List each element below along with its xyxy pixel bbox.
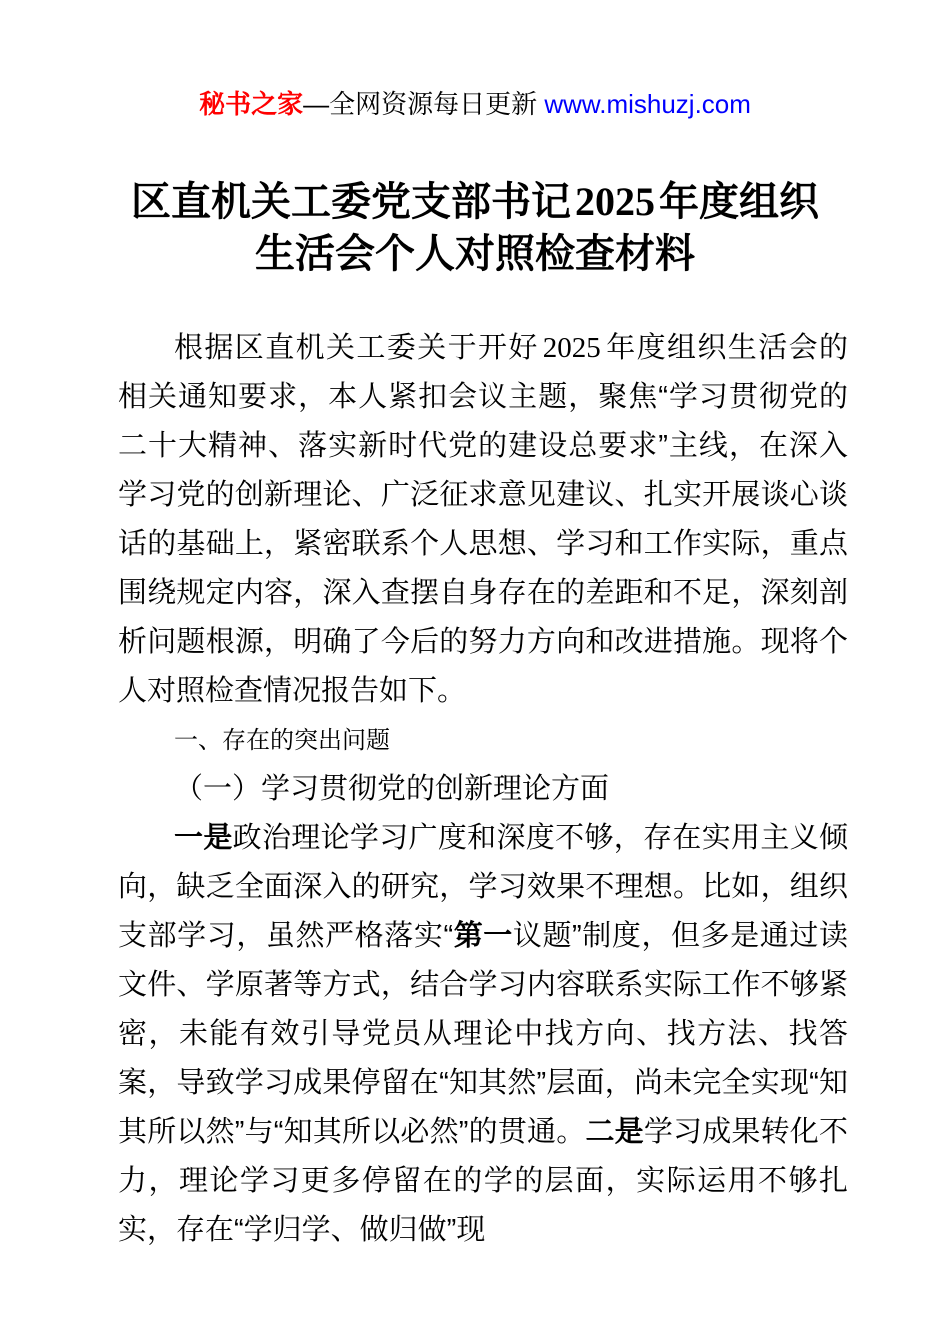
issue-one-text-continued: 议题”制度，但多是通过读文件、学原著等方式，结合学习内容联系实际工作不够紧密，未能有效引导党员从理论中找方向、找方法、找答案，导致学习成果停留在“知其然”层面，尚未完全实现“知其所以然”与“知其所以必然”的贯通。 (118, 920, 848, 1148)
section-heading-problems: 一、存在的突出问题 (174, 727, 390, 754)
title-year: 2025 (575, 179, 655, 224)
subsection-heading-theory: （一）学习贯彻党的创新理论方面 (174, 773, 610, 805)
first-topic-emphasis: 第一 (453, 920, 513, 952)
document-body (118, 324, 848, 1255)
document-title-line-1 (70, 176, 880, 228)
title-text-pre: 区直机关工委党支部书记 (131, 180, 571, 224)
issue-one-text: 政治理论学习广度和深度不够，存在实用主义倾向，缺乏全面深入的研究，学习效果不理想。比如，组织支部学习，虽然严格落实“ (118, 822, 848, 952)
title-text-post: 年度组织 (659, 180, 819, 224)
issue-marker-one: 一是 (174, 822, 233, 854)
intro-year: 2025 (542, 332, 601, 364)
issue-marker-two: 二是 (585, 1116, 644, 1148)
paragraph-issues (118, 814, 848, 1255)
intro-text-continued: 年度组织生活会的相关通知要求，本人紧扣会议主题，聚焦“学习贯彻党的二十大精神、落实新时代党的建设总要求”主线，在深入学习党的创新理论、广泛征求意见建议、扎实开展谈心谈话的基础上，紧密联系个人思想、学习和工作实际，重点围绕规定内容，深入查摆自身存在的差距和不足，深刻剖析问题根源，明确了今后的努力方向和改进措施。现将个人对照检查情况报告如下。 (118, 332, 848, 707)
issue-two-text: 学习成果转化不力，理论学习更多停留在的学的层面，实际运用不够扎实，存在“学归学、做归做”现 (118, 1116, 848, 1246)
site-banner (0, 0, 950, 120)
site-url-link[interactable]: www.mishuzj.com (544, 89, 751, 119)
site-tagline: —全网资源每日更新 (303, 89, 545, 119)
intro-text: 根据区直机关工委关于开好 (174, 332, 539, 364)
document-title (70, 176, 880, 280)
paragraph-intro (118, 324, 848, 716)
site-name: 秘书之家 (199, 89, 304, 119)
document-title-line-2: 生活会个人对照检查材料 (255, 232, 695, 276)
